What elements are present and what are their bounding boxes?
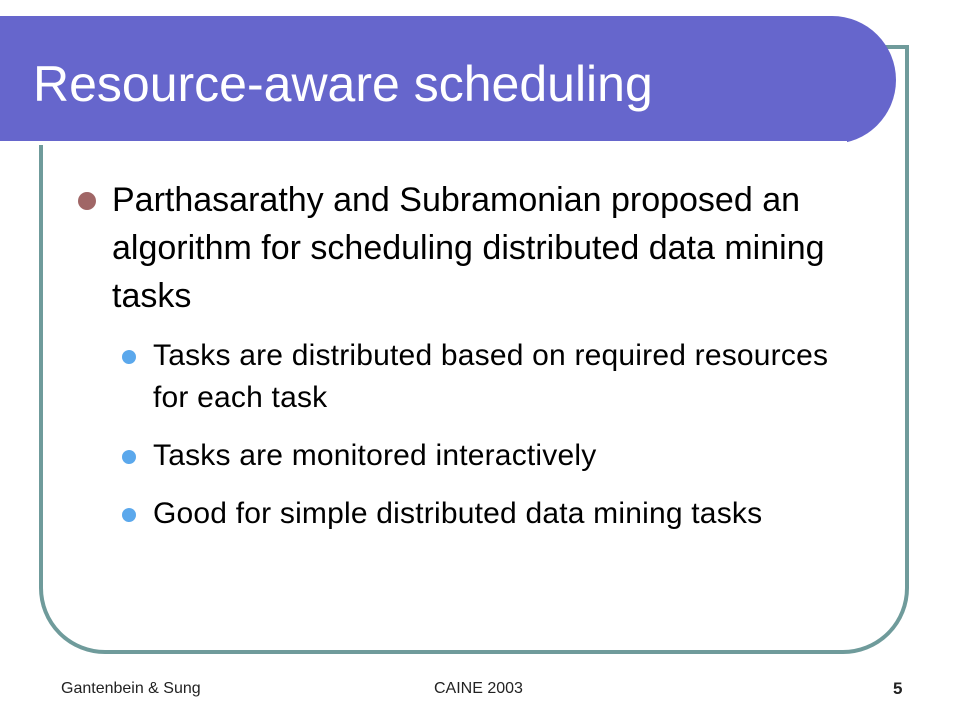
bullet-level1 <box>78 176 868 320</box>
title-underline <box>0 141 847 145</box>
bullet-level2 <box>122 493 868 535</box>
slide-number: 5 <box>893 679 903 698</box>
bullet-level2 <box>122 435 868 477</box>
sub-bullet-dot-icon <box>122 350 136 364</box>
sub-bullet-text: Good for simple distributed data mining tasks <box>153 497 763 530</box>
bullet-dot-icon <box>78 192 96 210</box>
bullet-level2 <box>122 335 868 419</box>
footer-conference: CAINE 2003 <box>434 680 523 697</box>
sub-bullet-text: Tasks are monitored interactively <box>153 439 597 472</box>
title-band <box>0 16 896 144</box>
slide-content <box>78 176 868 551</box>
sub-bullet-dot-icon <box>122 508 136 522</box>
bullet-text: Parthasarathy and Subramonian proposed an algorithm for scheduling distributed data mining tasks <box>112 181 825 315</box>
footer-authors: Gantenbein & Sung <box>61 680 201 697</box>
sub-bullet-text: Tasks are distributed based on required resources for each task <box>153 339 829 414</box>
slide-title: Resource-aware scheduling <box>33 56 653 112</box>
sub-bullet-dot-icon <box>122 450 136 464</box>
